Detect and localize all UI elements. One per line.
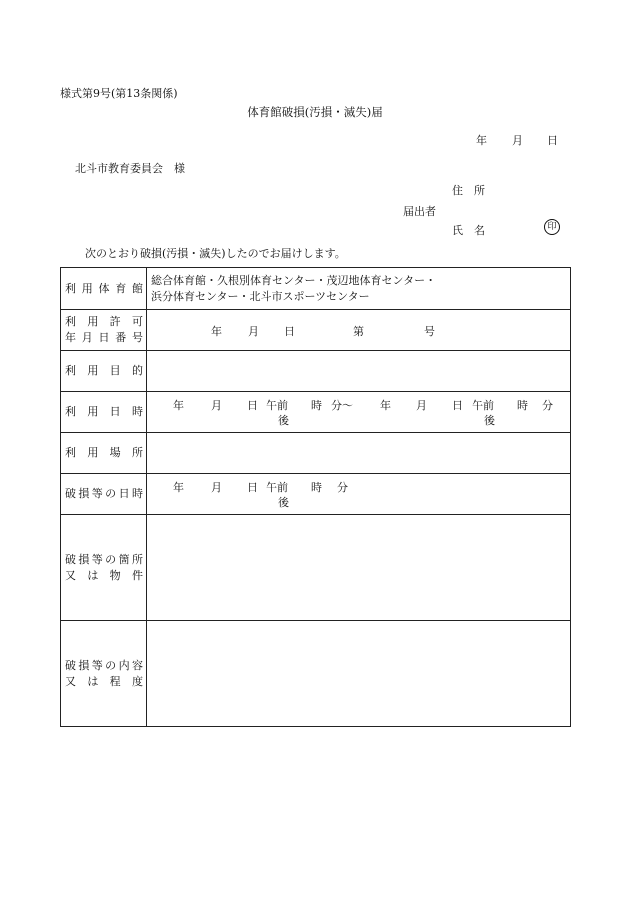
date-year-label: 年 bbox=[476, 134, 487, 147]
seal-mark: 印 bbox=[544, 219, 560, 235]
location-row bbox=[61, 433, 571, 474]
damage-month: 月 bbox=[211, 481, 222, 494]
purpose-row bbox=[61, 351, 571, 392]
damage-detail-row bbox=[61, 621, 571, 727]
usage-from-day: 日 bbox=[247, 399, 258, 412]
usage-to-month: 月 bbox=[416, 399, 427, 412]
damage-datetime-row bbox=[61, 474, 571, 515]
facility-label-cell bbox=[61, 268, 147, 310]
damage-datetime-value-cell[interactable] bbox=[147, 474, 571, 515]
form-number: 様式第9号(第13条関係) bbox=[60, 87, 178, 100]
permit-label-line1: 利 用 許 可 bbox=[65, 315, 143, 328]
damage-year: 年 bbox=[173, 481, 184, 494]
damage-detail-value-cell[interactable] bbox=[147, 621, 571, 727]
facility-row bbox=[61, 268, 571, 310]
damage-datetime-label-cell bbox=[61, 474, 147, 515]
damage-detail-label-cell bbox=[61, 621, 147, 727]
permit-label-cell bbox=[61, 310, 147, 351]
damage-place-label-line1: 破 損 等 の 箇 所 bbox=[65, 552, 143, 566]
usage-datetime-label: 利 用 日 時 bbox=[65, 405, 143, 418]
purpose-label-cell bbox=[61, 351, 147, 392]
recipient: 北斗市教育委員会 様 bbox=[75, 162, 185, 175]
usage-from-am: 午前 bbox=[266, 399, 288, 412]
permit-number-suffix: 号 bbox=[424, 325, 435, 338]
purpose-value-cell[interactable] bbox=[147, 351, 571, 392]
facility-value-cell bbox=[147, 268, 571, 310]
intro-text: 次のとおり破損(汚損・滅失)したのでお届けします。 bbox=[85, 247, 346, 260]
damage-hour: 時 bbox=[311, 481, 322, 494]
location-label: 利 用 場 所 bbox=[65, 446, 143, 459]
permit-day: 日 bbox=[284, 325, 295, 338]
usage-from-hour: 時 bbox=[311, 399, 322, 412]
date-day-label: 日 bbox=[547, 134, 558, 147]
notification-form-table bbox=[60, 267, 571, 727]
facility-options-line2: 浜分体育センター・北斗市スポーツセンター bbox=[151, 289, 370, 303]
usage-to-day: 日 bbox=[452, 399, 463, 412]
address-label: 住 所 bbox=[452, 184, 485, 197]
usage-to-hour: 時 bbox=[517, 399, 528, 412]
damage-detail-label-line2: 又 は 程 度 bbox=[65, 674, 143, 688]
name-label: 氏 名 bbox=[452, 224, 485, 237]
permit-value-cell[interactable] bbox=[147, 310, 571, 351]
document-title: 体育館破損(汚損・滅失)届 bbox=[247, 105, 383, 119]
damage-detail-label-line1: 破 損 等 の 内 容 bbox=[65, 658, 143, 672]
permit-number-prefix: 第 bbox=[353, 325, 364, 338]
usage-from-year: 年 bbox=[173, 399, 184, 412]
usage-from-minute: 分〜 bbox=[331, 399, 353, 412]
usage-to-minute: 分 bbox=[542, 399, 553, 412]
permit-label-line2: 年 月 日 番 号 bbox=[65, 331, 143, 344]
usage-to-year: 年 bbox=[380, 399, 391, 412]
date-month-label: 月 bbox=[512, 134, 523, 147]
damage-place-label-cell bbox=[61, 515, 147, 621]
damage-am: 午前 bbox=[266, 481, 288, 494]
damage-datetime-label: 破 損 等 の 日 時 bbox=[65, 487, 143, 500]
usage-to-pm: 後 bbox=[484, 414, 495, 427]
damage-pm: 後 bbox=[278, 496, 289, 509]
location-value-cell[interactable] bbox=[147, 433, 571, 474]
facility-label: 利 用 体 育 館 bbox=[65, 281, 143, 295]
usage-from-pm: 後 bbox=[278, 414, 289, 427]
usage-datetime-value-cell[interactable] bbox=[147, 392, 571, 433]
usage-to-am: 午前 bbox=[472, 399, 494, 412]
facility-options-line1: 総合体育館・久根別体育センター・茂辺地体育センター・ bbox=[151, 273, 437, 287]
facility-options bbox=[147, 273, 570, 305]
usage-datetime-label-cell bbox=[61, 392, 147, 433]
damage-place-row bbox=[61, 515, 571, 621]
damage-day: 日 bbox=[247, 481, 258, 494]
permit-year: 年 bbox=[211, 325, 222, 338]
notifier-label: 届出者 bbox=[403, 205, 436, 218]
permit-month: 月 bbox=[248, 325, 259, 338]
damage-place-label-line2: 又 は 物 件 bbox=[65, 568, 143, 582]
purpose-label: 利 用 目 的 bbox=[65, 364, 143, 377]
damage-place-value-cell[interactable] bbox=[147, 515, 571, 621]
usage-from-month: 月 bbox=[211, 399, 222, 412]
damage-minute: 分 bbox=[337, 481, 348, 494]
usage-datetime-row bbox=[61, 392, 571, 433]
permit-row bbox=[61, 310, 571, 351]
location-label-cell bbox=[61, 433, 147, 474]
